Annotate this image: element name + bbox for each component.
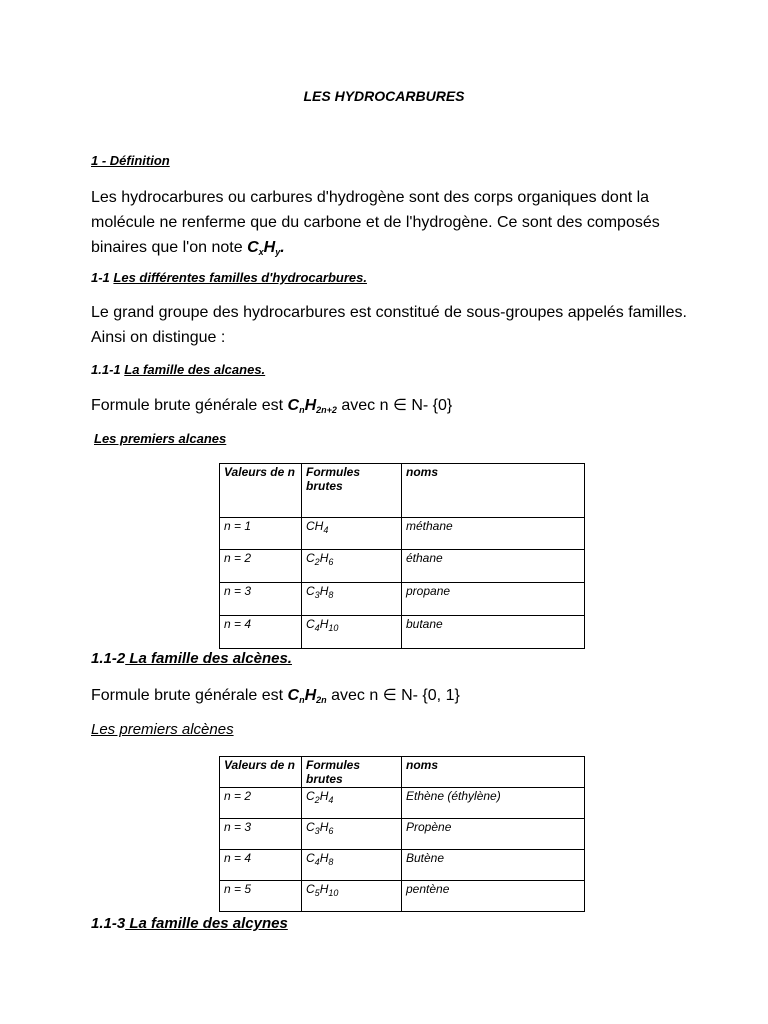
- table-row: [220, 788, 585, 819]
- formula-sub: 2n+2: [316, 405, 337, 415]
- table-row: [220, 616, 585, 649]
- cell-n: n = 2: [220, 550, 302, 583]
- table-row: [220, 881, 585, 912]
- formula-part: C: [306, 617, 315, 631]
- alcanes-list-title: Les premiers alcanes: [94, 431, 227, 446]
- formula-sub: 8: [328, 857, 334, 867]
- cell-n: n = 3: [220, 819, 302, 850]
- section-heading-definition: 1 - Définition: [91, 153, 170, 168]
- table-header-row: [220, 464, 585, 518]
- table-row: [220, 550, 585, 583]
- definition-text: Les hydrocarbures ou carbures d'hydrogène sont des corps organiques dont la molécule ne renferme que du carbone et de l'hydrogène. Ce sont des composés binaires que l'on note: [91, 189, 660, 256]
- cell-formula: [302, 518, 402, 550]
- cell-name: Butène: [402, 850, 585, 881]
- formula-sub: 10: [328, 888, 339, 898]
- formula-sub: 4: [314, 857, 320, 867]
- formula-h: H: [304, 687, 317, 704]
- cell-name: pentène: [402, 881, 585, 912]
- formula-part: H: [319, 882, 329, 896]
- formula-sub: 2: [314, 557, 320, 567]
- definition-paragraph: [91, 185, 691, 265]
- formula-sub: 3: [314, 590, 320, 600]
- formula-sub: 6: [328, 557, 334, 567]
- formula-c: C: [247, 239, 259, 256]
- cell-formula: [302, 819, 402, 850]
- cell-n: n = 2: [220, 788, 302, 819]
- formula-sub: 8: [328, 590, 334, 600]
- formula-sub: 2: [314, 795, 320, 805]
- formula-part: H: [319, 584, 329, 598]
- table-row: [220, 819, 585, 850]
- cell-formula: [302, 850, 402, 881]
- formula-prefix: Formule brute générale est: [91, 397, 288, 414]
- cell-name: propane: [402, 583, 585, 616]
- table-row: [220, 518, 585, 550]
- formula-c: C: [287, 397, 300, 414]
- formula-part: C: [306, 820, 315, 834]
- alcenes-table: [219, 756, 585, 912]
- formula-x: x: [258, 247, 264, 257]
- formula-sub: 5: [314, 888, 320, 898]
- section-title: La famille des alcènes.: [125, 650, 292, 667]
- formula-part: C: [306, 584, 315, 598]
- families-paragraph: Le grand groupe des hydrocarbures est constitué de sous-groupes appelés familles. Ainsi on distingue :: [91, 304, 687, 346]
- cell-name: méthane: [402, 518, 585, 550]
- formula-sub: 6: [328, 826, 334, 836]
- cell-n: n = 1: [220, 518, 302, 550]
- formula-sub: 4: [328, 795, 334, 805]
- section-heading-families: [91, 270, 367, 285]
- alcenes-list-title: Les premiers alcènes: [91, 721, 234, 738]
- section-heading-alcanes: [91, 362, 265, 377]
- page-title: LES HYDROCARBURES: [303, 88, 465, 104]
- formula-h: H: [304, 397, 317, 414]
- header-cell: Formules brutes: [302, 757, 402, 788]
- formula-sub: 3: [314, 826, 320, 836]
- header-cell: noms: [402, 757, 585, 788]
- cell-name: éthane: [402, 550, 585, 583]
- formula-part: CH: [306, 519, 324, 533]
- cell-name: Propène: [402, 819, 585, 850]
- section-heading-alcynes: [91, 915, 288, 932]
- table-row: [220, 583, 585, 616]
- formula-part: C: [306, 551, 315, 565]
- formula-part: C: [306, 851, 315, 865]
- formula-part: H: [319, 851, 329, 865]
- formula-n: n: [299, 695, 305, 705]
- formula-prefix: Formule brute générale est: [91, 687, 288, 704]
- section-number: 1-1: [91, 270, 114, 285]
- cell-n: n = 4: [220, 616, 302, 649]
- section-title: Les différentes familles d'hydrocarbures.: [113, 270, 367, 285]
- section-heading-alcenes: [91, 650, 292, 667]
- header-cell: Formules brutes: [302, 464, 402, 518]
- cell-name: Ethène (éthylène): [402, 788, 585, 819]
- formula-end: .: [280, 239, 285, 256]
- formula-part: C: [306, 789, 315, 803]
- section-title: La famille des alcanes.: [124, 362, 266, 377]
- formula-sub: 4: [323, 525, 329, 535]
- section-number: 1.1-1: [91, 362, 125, 377]
- alcenes-formula-line: [91, 683, 460, 713]
- formula-sub: 2n: [316, 695, 327, 705]
- formula-part: H: [319, 789, 329, 803]
- alcanes-table: [219, 463, 585, 649]
- cell-formula: [302, 788, 402, 819]
- formula-sub: 10: [328, 623, 339, 633]
- cell-formula: [302, 550, 402, 583]
- cell-formula: [302, 881, 402, 912]
- formula-part: H: [319, 820, 329, 834]
- formula-h: H: [263, 239, 276, 256]
- alcanes-formula-line: [91, 393, 452, 423]
- section-number: 1.1-3: [91, 915, 126, 932]
- formula-part: C: [306, 882, 315, 896]
- section-title: La famille des alcynes: [125, 915, 288, 932]
- formula-suffix: avec n ∈ N- {0, 1}: [326, 687, 460, 704]
- table-row: [220, 850, 585, 881]
- formula-suffix: avec n ∈ N- {0}: [336, 397, 453, 414]
- section-number: 1.1-2: [91, 650, 126, 667]
- cell-n: n = 4: [220, 850, 302, 881]
- cell-name: butane: [402, 616, 585, 649]
- header-cell: Valeurs de n: [220, 757, 302, 788]
- formula-part: H: [319, 617, 329, 631]
- header-cell: noms: [402, 464, 585, 518]
- cell-n: n = 5: [220, 881, 302, 912]
- table-header-row: [220, 757, 585, 788]
- header-cell: Valeurs de n: [220, 464, 302, 518]
- formula-n: n: [299, 405, 305, 415]
- formula-sub: 4: [314, 623, 320, 633]
- formula-y: y: [275, 247, 281, 257]
- formula-c: C: [287, 687, 300, 704]
- cell-formula: [302, 616, 402, 649]
- formula-part: H: [319, 551, 329, 565]
- cell-n: n = 3: [220, 583, 302, 616]
- cell-formula: [302, 583, 402, 616]
